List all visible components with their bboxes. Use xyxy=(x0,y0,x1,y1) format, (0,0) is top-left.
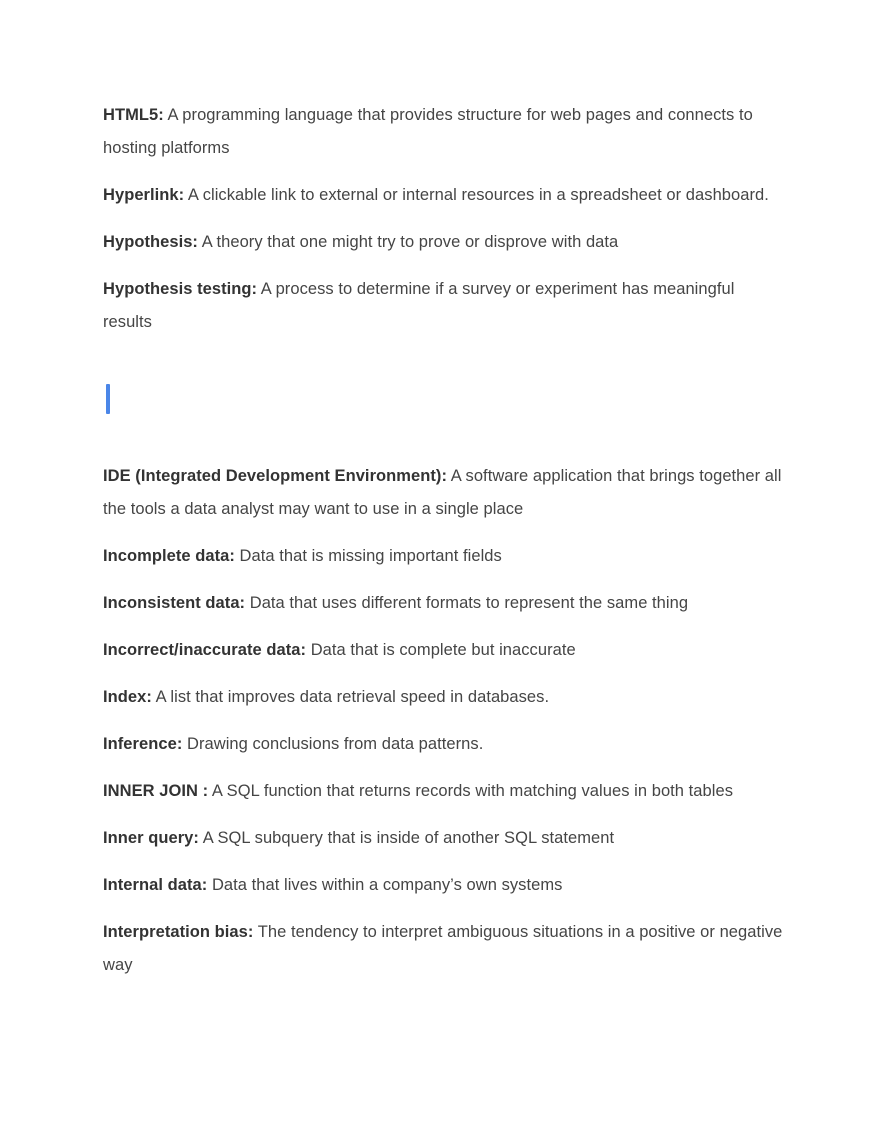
glossary-term: IDE (Integrated Development Environment): xyxy=(103,467,448,485)
glossary-term: Inconsistent data: xyxy=(103,594,246,612)
glossary-definition: Data that is complete but inaccurate xyxy=(310,641,576,659)
glossary-term: Interpretation bias: xyxy=(103,923,254,941)
glossary-entry xyxy=(103,728,783,761)
glossary-term: HTML5: xyxy=(103,106,164,124)
glossary-entry xyxy=(103,822,783,855)
glossary-entry xyxy=(103,273,783,339)
glossary-definition: The tendency to interpret ambiguous situations in a positive or negative way xyxy=(103,923,783,974)
glossary-definition: A programming language that provides structure for web pages and connects to hosting platforms xyxy=(103,106,753,157)
letter-heading-marker xyxy=(106,384,110,414)
glossary-term: Internal data: xyxy=(103,876,208,894)
section-letter-heading xyxy=(103,378,123,418)
glossary-term: Index: xyxy=(103,688,152,706)
glossary-definition: A SQL function that returns records with matching values in both tables xyxy=(211,782,733,800)
glossary-entry xyxy=(103,916,783,982)
glossary-term: Inner query: xyxy=(103,829,199,847)
glossary-definition: A clickable link to external or internal resources in a spreadsheet or dashboard. xyxy=(187,186,769,204)
glossary-section-h xyxy=(103,99,783,353)
glossary-term: Incorrect/inaccurate data: xyxy=(103,641,307,659)
glossary-definition: Data that uses different formats to represent the same thing xyxy=(249,594,689,612)
glossary-entry xyxy=(103,99,783,165)
glossary-entry xyxy=(103,460,783,526)
glossary-definition: A process to determine if a survey or experiment has meaningful results xyxy=(103,280,735,331)
glossary-term: Hypothesis testing: xyxy=(103,280,258,298)
glossary-term: Incomplete data: xyxy=(103,547,235,565)
glossary-entry xyxy=(103,540,783,573)
glossary-definition: A theory that one might try to prove or disprove with data xyxy=(201,233,619,251)
glossary-entry xyxy=(103,775,783,808)
glossary-term: Inference: xyxy=(103,735,183,753)
glossary-term: INNER JOIN : xyxy=(103,782,209,800)
glossary-definition: Data that is missing important fields xyxy=(239,547,502,565)
glossary-entry xyxy=(103,179,783,212)
glossary-definition: Drawing conclusions from data patterns. xyxy=(187,735,484,753)
glossary-entry xyxy=(103,634,783,667)
glossary-term: Hypothesis: xyxy=(103,233,198,251)
glossary-definition: A SQL subquery that is inside of another SQL statement xyxy=(202,829,615,847)
glossary-section-i xyxy=(103,460,783,996)
glossary-entry xyxy=(103,681,783,714)
glossary-entry xyxy=(103,226,783,259)
glossary-definition: A list that improves data retrieval speed in databases. xyxy=(155,688,550,706)
glossary-term: Hyperlink: xyxy=(103,186,185,204)
glossary-definition: Data that lives within a company’s own systems xyxy=(211,876,563,894)
glossary-entry xyxy=(103,587,783,620)
glossary-definition: A software application that brings together all the tools a data analyst may want to use in a single place xyxy=(103,467,782,518)
glossary-entry xyxy=(103,869,783,902)
